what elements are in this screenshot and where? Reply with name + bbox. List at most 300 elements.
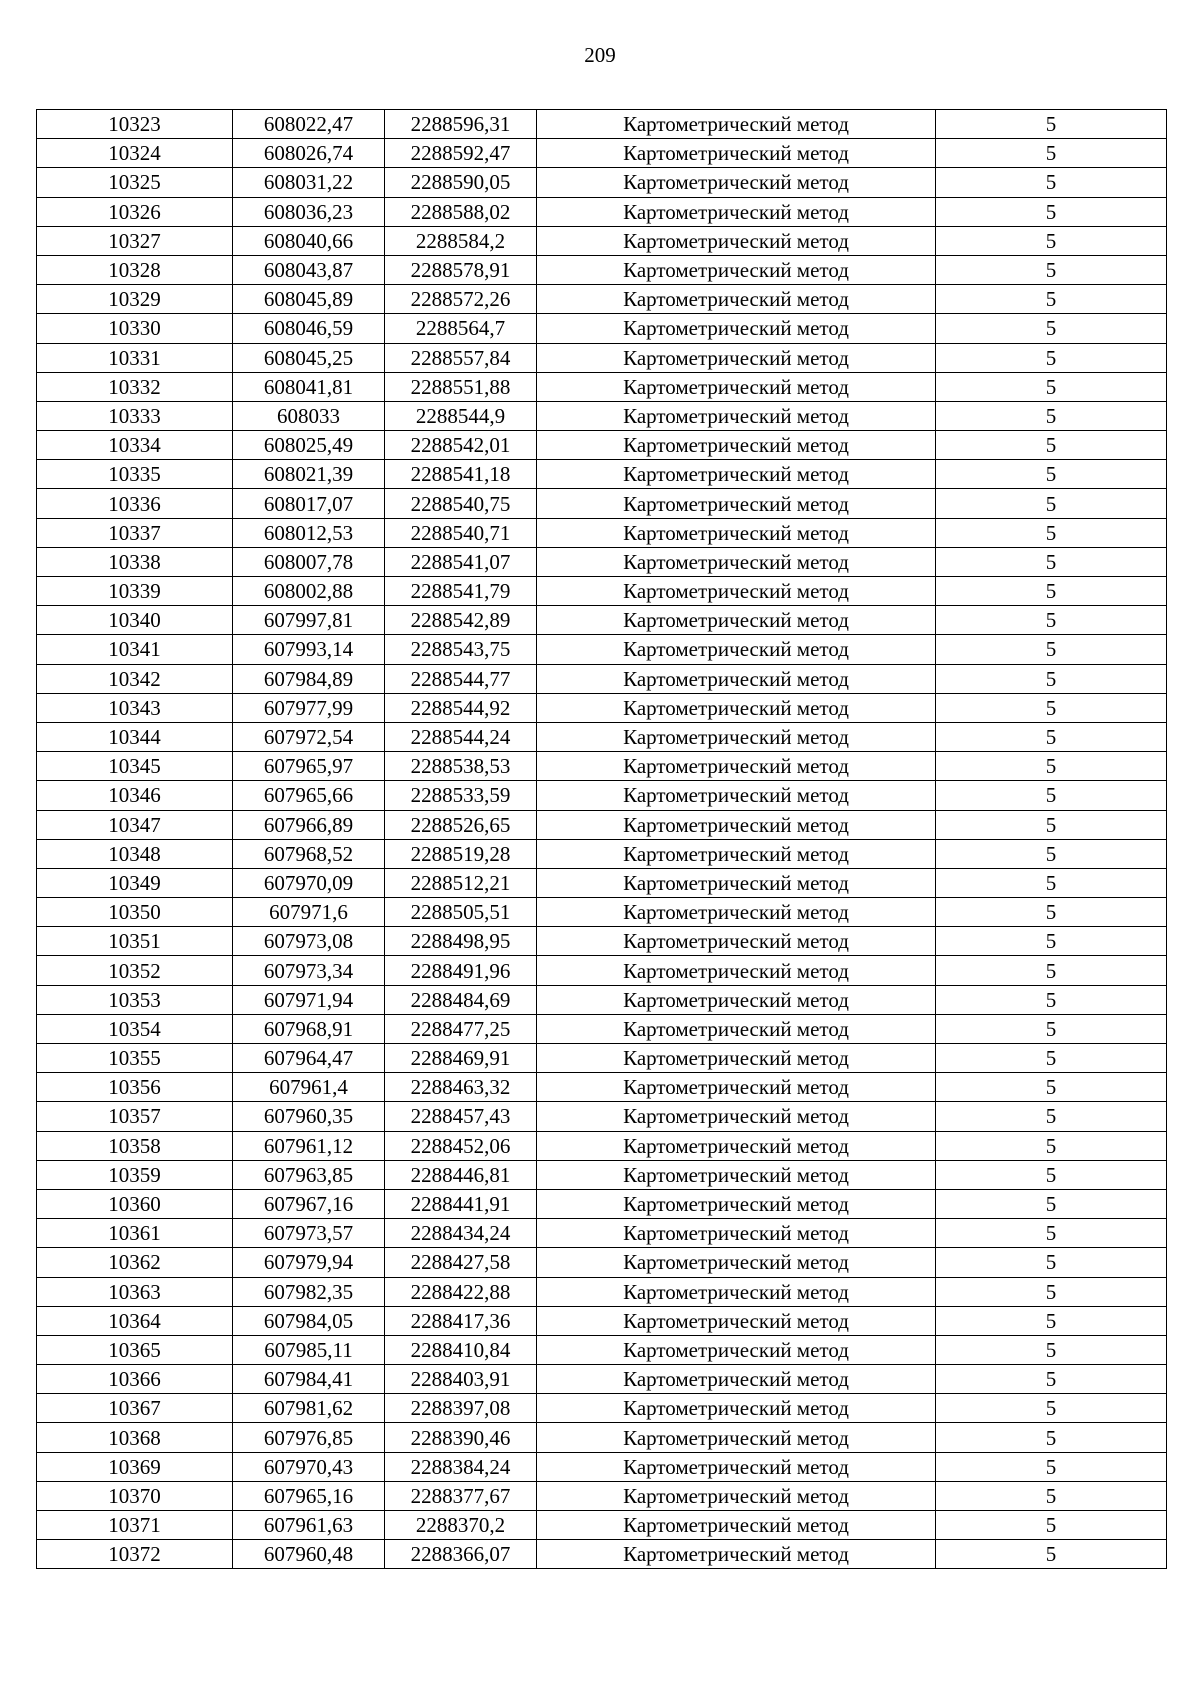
y-coordinate-cell: 2288370,2 — [385, 1511, 537, 1540]
table-row — [37, 1102, 1167, 1131]
table-row — [37, 1044, 1167, 1073]
x-coordinate-cell: 608012,53 — [233, 518, 385, 547]
point-number-cell: 10323 — [37, 110, 233, 139]
accuracy-cell: 5 — [936, 606, 1167, 635]
y-coordinate-cell: 2288542,89 — [385, 606, 537, 635]
y-coordinate-cell: 2288541,18 — [385, 460, 537, 489]
point-number-cell: 10358 — [37, 1131, 233, 1160]
method-cell: Картометрический метод — [537, 518, 936, 547]
method-cell: Картометрический метод — [537, 285, 936, 314]
accuracy-cell: 5 — [936, 635, 1167, 664]
y-coordinate-cell: 2288410,84 — [385, 1335, 537, 1364]
y-coordinate-cell: 2288446,81 — [385, 1160, 537, 1189]
y-coordinate-cell: 2288512,21 — [385, 868, 537, 897]
accuracy-cell: 5 — [936, 1511, 1167, 1540]
accuracy-cell: 5 — [936, 781, 1167, 810]
accuracy-cell: 5 — [936, 1423, 1167, 1452]
y-coordinate-cell: 2288533,59 — [385, 781, 537, 810]
x-coordinate-cell: 607965,16 — [233, 1481, 385, 1510]
table-row — [37, 1452, 1167, 1481]
accuracy-cell: 5 — [936, 1131, 1167, 1160]
x-coordinate-cell: 607985,11 — [233, 1335, 385, 1364]
table-row — [37, 1540, 1167, 1569]
x-coordinate-cell: 607963,85 — [233, 1160, 385, 1189]
y-coordinate-cell: 2288498,95 — [385, 927, 537, 956]
point-number-cell: 10339 — [37, 577, 233, 606]
x-coordinate-cell: 608025,49 — [233, 431, 385, 460]
method-cell: Картометрический метод — [537, 1365, 936, 1394]
accuracy-cell: 5 — [936, 460, 1167, 489]
point-number-cell: 10328 — [37, 255, 233, 284]
table-row — [37, 139, 1167, 168]
table-row — [37, 898, 1167, 927]
table-row — [37, 1306, 1167, 1335]
y-coordinate-cell: 2288384,24 — [385, 1452, 537, 1481]
accuracy-cell: 5 — [936, 898, 1167, 927]
accuracy-cell: 5 — [936, 343, 1167, 372]
y-coordinate-cell: 2288590,05 — [385, 168, 537, 197]
y-coordinate-cell: 2288463,32 — [385, 1073, 537, 1102]
table-row — [37, 1189, 1167, 1218]
y-coordinate-cell: 2288564,7 — [385, 314, 537, 343]
y-coordinate-cell: 2288491,96 — [385, 956, 537, 985]
point-number-cell: 10341 — [37, 635, 233, 664]
point-number-cell: 10336 — [37, 489, 233, 518]
table-row — [37, 197, 1167, 226]
accuracy-cell: 5 — [936, 810, 1167, 839]
y-coordinate-cell: 2288397,08 — [385, 1394, 537, 1423]
coordinates-table — [36, 109, 1167, 1569]
method-cell: Картометрический метод — [537, 927, 936, 956]
accuracy-cell: 5 — [936, 1219, 1167, 1248]
x-coordinate-cell: 607961,63 — [233, 1511, 385, 1540]
y-coordinate-cell: 2288551,88 — [385, 372, 537, 401]
point-number-cell: 10347 — [37, 810, 233, 839]
accuracy-cell: 5 — [936, 139, 1167, 168]
x-coordinate-cell: 607984,89 — [233, 664, 385, 693]
table-row — [37, 1131, 1167, 1160]
point-number-cell: 10351 — [37, 927, 233, 956]
accuracy-cell: 5 — [936, 1102, 1167, 1131]
point-number-cell: 10344 — [37, 722, 233, 751]
accuracy-cell: 5 — [936, 1306, 1167, 1335]
x-coordinate-cell: 607965,66 — [233, 781, 385, 810]
method-cell: Картометрический метод — [537, 139, 936, 168]
method-cell: Картометрический метод — [537, 343, 936, 372]
page-number: 209 — [584, 43, 616, 67]
method-cell: Картометрический метод — [537, 1219, 936, 1248]
point-number-cell: 10355 — [37, 1044, 233, 1073]
table-row — [37, 285, 1167, 314]
x-coordinate-cell: 607960,35 — [233, 1102, 385, 1131]
point-number-cell: 10326 — [37, 197, 233, 226]
y-coordinate-cell: 2288557,84 — [385, 343, 537, 372]
x-coordinate-cell: 607970,09 — [233, 868, 385, 897]
y-coordinate-cell: 2288469,91 — [385, 1044, 537, 1073]
accuracy-cell: 5 — [936, 285, 1167, 314]
table-row — [37, 693, 1167, 722]
y-coordinate-cell: 2288572,26 — [385, 285, 537, 314]
table-row — [37, 226, 1167, 255]
table-row — [37, 1248, 1167, 1277]
accuracy-cell: 5 — [936, 314, 1167, 343]
point-number-cell: 10348 — [37, 839, 233, 868]
table-row — [37, 1394, 1167, 1423]
table-row — [37, 1073, 1167, 1102]
method-cell: Картометрический метод — [537, 898, 936, 927]
table-row — [37, 839, 1167, 868]
accuracy-cell: 5 — [936, 1248, 1167, 1277]
point-number-cell: 10371 — [37, 1511, 233, 1540]
y-coordinate-cell: 2288417,36 — [385, 1306, 537, 1335]
table-row — [37, 1219, 1167, 1248]
point-number-cell: 10370 — [37, 1481, 233, 1510]
accuracy-cell: 5 — [936, 372, 1167, 401]
method-cell: Картометрический метод — [537, 693, 936, 722]
method-cell: Картометрический метод — [537, 1335, 936, 1364]
x-coordinate-cell: 607968,52 — [233, 839, 385, 868]
method-cell: Картометрический метод — [537, 956, 936, 985]
method-cell: Картометрический метод — [537, 1277, 936, 1306]
method-cell: Картометрический метод — [537, 839, 936, 868]
method-cell: Картометрический метод — [537, 1511, 936, 1540]
accuracy-cell: 5 — [936, 431, 1167, 460]
point-number-cell: 10367 — [37, 1394, 233, 1423]
table-row — [37, 547, 1167, 576]
x-coordinate-cell: 608045,89 — [233, 285, 385, 314]
x-coordinate-cell: 607973,57 — [233, 1219, 385, 1248]
method-cell: Картометрический метод — [537, 1044, 936, 1073]
point-number-cell: 10335 — [37, 460, 233, 489]
y-coordinate-cell: 2288366,07 — [385, 1540, 537, 1569]
point-number-cell: 10346 — [37, 781, 233, 810]
table-row — [37, 752, 1167, 781]
table-row — [37, 460, 1167, 489]
accuracy-cell: 5 — [936, 1540, 1167, 1569]
accuracy-cell: 5 — [936, 547, 1167, 576]
method-cell: Картометрический метод — [537, 1160, 936, 1189]
method-cell: Картометрический метод — [537, 635, 936, 664]
x-coordinate-cell: 607961,12 — [233, 1131, 385, 1160]
table-row — [37, 1511, 1167, 1540]
table-row — [37, 927, 1167, 956]
x-coordinate-cell: 608021,39 — [233, 460, 385, 489]
accuracy-cell: 5 — [936, 1365, 1167, 1394]
y-coordinate-cell: 2288505,51 — [385, 898, 537, 927]
method-cell: Картометрический метод — [537, 401, 936, 430]
x-coordinate-cell: 607979,94 — [233, 1248, 385, 1277]
point-number-cell: 10362 — [37, 1248, 233, 1277]
x-coordinate-cell: 607961,4 — [233, 1073, 385, 1102]
accuracy-cell: 5 — [936, 255, 1167, 284]
table-body — [37, 110, 1167, 1569]
method-cell: Картометрический метод — [537, 168, 936, 197]
method-cell: Картометрический метод — [537, 1189, 936, 1218]
x-coordinate-cell: 608002,88 — [233, 577, 385, 606]
accuracy-cell: 5 — [936, 927, 1167, 956]
y-coordinate-cell: 2288541,79 — [385, 577, 537, 606]
point-number-cell: 10325 — [37, 168, 233, 197]
point-number-cell: 10345 — [37, 752, 233, 781]
y-coordinate-cell: 2288544,9 — [385, 401, 537, 430]
x-coordinate-cell: 607984,41 — [233, 1365, 385, 1394]
point-number-cell: 10363 — [37, 1277, 233, 1306]
method-cell: Картометрический метод — [537, 722, 936, 751]
point-number-cell: 10369 — [37, 1452, 233, 1481]
x-coordinate-cell: 608033 — [233, 401, 385, 430]
x-coordinate-cell: 608046,59 — [233, 314, 385, 343]
point-number-cell: 10361 — [37, 1219, 233, 1248]
y-coordinate-cell: 2288484,69 — [385, 985, 537, 1014]
y-coordinate-cell: 2288477,25 — [385, 1014, 537, 1043]
table-row — [37, 810, 1167, 839]
table-row — [37, 868, 1167, 897]
y-coordinate-cell: 2288592,47 — [385, 139, 537, 168]
method-cell: Картометрический метод — [537, 314, 936, 343]
table-row — [37, 343, 1167, 372]
point-number-cell: 10360 — [37, 1189, 233, 1218]
accuracy-cell: 5 — [936, 956, 1167, 985]
y-coordinate-cell: 2288526,65 — [385, 810, 537, 839]
method-cell: Картометрический метод — [537, 606, 936, 635]
table-row — [37, 781, 1167, 810]
x-coordinate-cell: 607964,47 — [233, 1044, 385, 1073]
x-coordinate-cell: 607971,94 — [233, 985, 385, 1014]
accuracy-cell: 5 — [936, 868, 1167, 897]
x-coordinate-cell: 607966,89 — [233, 810, 385, 839]
method-cell: Картометрический метод — [537, 547, 936, 576]
accuracy-cell: 5 — [936, 693, 1167, 722]
point-number-cell: 10352 — [37, 956, 233, 985]
point-number-cell: 10332 — [37, 372, 233, 401]
point-number-cell: 10342 — [37, 664, 233, 693]
table-row — [37, 372, 1167, 401]
x-coordinate-cell: 608031,22 — [233, 168, 385, 197]
table-row — [37, 518, 1167, 547]
method-cell: Картометрический метод — [537, 460, 936, 489]
accuracy-cell: 5 — [936, 1277, 1167, 1306]
table-row — [37, 577, 1167, 606]
table-row — [37, 606, 1167, 635]
y-coordinate-cell: 2288519,28 — [385, 839, 537, 868]
y-coordinate-cell: 2288544,92 — [385, 693, 537, 722]
x-coordinate-cell: 607971,6 — [233, 898, 385, 927]
x-coordinate-cell: 608026,74 — [233, 139, 385, 168]
accuracy-cell: 5 — [936, 518, 1167, 547]
method-cell: Картометрический метод — [537, 1540, 936, 1569]
table-row — [37, 110, 1167, 139]
y-coordinate-cell: 2288434,24 — [385, 1219, 537, 1248]
accuracy-cell: 5 — [936, 1044, 1167, 1073]
accuracy-cell: 5 — [936, 226, 1167, 255]
method-cell: Картометрический метод — [537, 810, 936, 839]
x-coordinate-cell: 607973,34 — [233, 956, 385, 985]
accuracy-cell: 5 — [936, 1335, 1167, 1364]
point-number-cell: 10365 — [37, 1335, 233, 1364]
y-coordinate-cell: 2288542,01 — [385, 431, 537, 460]
y-coordinate-cell: 2288457,43 — [385, 1102, 537, 1131]
accuracy-cell: 5 — [936, 664, 1167, 693]
x-coordinate-cell: 607977,99 — [233, 693, 385, 722]
x-coordinate-cell: 608045,25 — [233, 343, 385, 372]
method-cell: Картометрический метод — [537, 985, 936, 1014]
point-number-cell: 10327 — [37, 226, 233, 255]
accuracy-cell: 5 — [936, 722, 1167, 751]
point-number-cell: 10329 — [37, 285, 233, 314]
table-row — [37, 1335, 1167, 1364]
point-number-cell: 10343 — [37, 693, 233, 722]
point-number-cell: 10324 — [37, 139, 233, 168]
point-number-cell: 10340 — [37, 606, 233, 635]
method-cell: Картометрический метод — [537, 1423, 936, 1452]
y-coordinate-cell: 2288427,58 — [385, 1248, 537, 1277]
y-coordinate-cell: 2288538,53 — [385, 752, 537, 781]
x-coordinate-cell: 607973,08 — [233, 927, 385, 956]
point-number-cell: 10334 — [37, 431, 233, 460]
method-cell: Картометрический метод — [537, 1073, 936, 1102]
x-coordinate-cell: 607997,81 — [233, 606, 385, 635]
table-row — [37, 1160, 1167, 1189]
table-row — [37, 401, 1167, 430]
table-row — [37, 1423, 1167, 1452]
method-cell: Картометрический метод — [537, 110, 936, 139]
y-coordinate-cell: 2288390,46 — [385, 1423, 537, 1452]
y-coordinate-cell: 2288452,06 — [385, 1131, 537, 1160]
accuracy-cell: 5 — [936, 168, 1167, 197]
x-coordinate-cell: 607981,62 — [233, 1394, 385, 1423]
y-coordinate-cell: 2288403,91 — [385, 1365, 537, 1394]
x-coordinate-cell: 608041,81 — [233, 372, 385, 401]
table-row — [37, 314, 1167, 343]
method-cell: Картометрический метод — [537, 431, 936, 460]
y-coordinate-cell: 2288441,91 — [385, 1189, 537, 1218]
table-row — [37, 635, 1167, 664]
method-cell: Картометрический метод — [537, 577, 936, 606]
y-coordinate-cell: 2288422,88 — [385, 1277, 537, 1306]
table-row — [37, 722, 1167, 751]
point-number-cell: 10330 — [37, 314, 233, 343]
point-number-cell: 10333 — [37, 401, 233, 430]
y-coordinate-cell: 2288544,77 — [385, 664, 537, 693]
point-number-cell: 10331 — [37, 343, 233, 372]
point-number-cell: 10356 — [37, 1073, 233, 1102]
accuracy-cell: 5 — [936, 1189, 1167, 1218]
y-coordinate-cell: 2288596,31 — [385, 110, 537, 139]
accuracy-cell: 5 — [936, 197, 1167, 226]
table-row — [37, 168, 1167, 197]
method-cell: Картометрический метод — [537, 1248, 936, 1277]
x-coordinate-cell: 607960,48 — [233, 1540, 385, 1569]
x-coordinate-cell: 607993,14 — [233, 635, 385, 664]
accuracy-cell: 5 — [936, 985, 1167, 1014]
y-coordinate-cell: 2288543,75 — [385, 635, 537, 664]
table-row — [37, 1481, 1167, 1510]
point-number-cell: 10354 — [37, 1014, 233, 1043]
table-row — [37, 664, 1167, 693]
x-coordinate-cell: 607972,54 — [233, 722, 385, 751]
method-cell: Картометрический метод — [537, 226, 936, 255]
y-coordinate-cell: 2288584,2 — [385, 226, 537, 255]
point-number-cell: 10350 — [37, 898, 233, 927]
x-coordinate-cell: 608007,78 — [233, 547, 385, 576]
accuracy-cell: 5 — [936, 1452, 1167, 1481]
table-row — [37, 956, 1167, 985]
point-number-cell: 10349 — [37, 868, 233, 897]
x-coordinate-cell: 607982,35 — [233, 1277, 385, 1306]
y-coordinate-cell: 2288377,67 — [385, 1481, 537, 1510]
accuracy-cell: 5 — [936, 1481, 1167, 1510]
point-number-cell: 10368 — [37, 1423, 233, 1452]
method-cell: Картометрический метод — [537, 868, 936, 897]
y-coordinate-cell: 2288540,75 — [385, 489, 537, 518]
method-cell: Картометрический метод — [537, 197, 936, 226]
accuracy-cell: 5 — [936, 1014, 1167, 1043]
y-coordinate-cell: 2288540,71 — [385, 518, 537, 547]
method-cell: Картометрический метод — [537, 752, 936, 781]
table-row — [37, 489, 1167, 518]
y-coordinate-cell: 2288544,24 — [385, 722, 537, 751]
x-coordinate-cell: 608036,23 — [233, 197, 385, 226]
x-coordinate-cell: 607968,91 — [233, 1014, 385, 1043]
point-number-cell: 10337 — [37, 518, 233, 547]
accuracy-cell: 5 — [936, 752, 1167, 781]
point-number-cell: 10372 — [37, 1540, 233, 1569]
method-cell: Картометрический метод — [537, 1452, 936, 1481]
x-coordinate-cell: 607984,05 — [233, 1306, 385, 1335]
x-coordinate-cell: 608040,66 — [233, 226, 385, 255]
method-cell: Картометрический метод — [537, 664, 936, 693]
method-cell: Картометрический метод — [537, 1131, 936, 1160]
accuracy-cell: 5 — [936, 489, 1167, 518]
table-row — [37, 431, 1167, 460]
x-coordinate-cell: 607976,85 — [233, 1423, 385, 1452]
x-coordinate-cell: 607970,43 — [233, 1452, 385, 1481]
accuracy-cell: 5 — [936, 1073, 1167, 1102]
x-coordinate-cell: 607965,97 — [233, 752, 385, 781]
accuracy-cell: 5 — [936, 1394, 1167, 1423]
x-coordinate-cell: 608043,87 — [233, 255, 385, 284]
method-cell: Картометрический метод — [537, 781, 936, 810]
accuracy-cell: 5 — [936, 110, 1167, 139]
point-number-cell: 10359 — [37, 1160, 233, 1189]
method-cell: Картометрический метод — [537, 1014, 936, 1043]
y-coordinate-cell: 2288578,91 — [385, 255, 537, 284]
method-cell: Картометрический метод — [537, 1306, 936, 1335]
accuracy-cell: 5 — [936, 1160, 1167, 1189]
x-coordinate-cell: 608017,07 — [233, 489, 385, 518]
table-row — [37, 1014, 1167, 1043]
point-number-cell: 10366 — [37, 1365, 233, 1394]
method-cell: Картометрический метод — [537, 255, 936, 284]
method-cell: Картометрический метод — [537, 372, 936, 401]
method-cell: Картометрический метод — [537, 1481, 936, 1510]
method-cell: Картометрический метод — [537, 1394, 936, 1423]
x-coordinate-cell: 607967,16 — [233, 1189, 385, 1218]
y-coordinate-cell: 2288541,07 — [385, 547, 537, 576]
method-cell: Картометрический метод — [537, 489, 936, 518]
point-number-cell: 10353 — [37, 985, 233, 1014]
table-row — [37, 985, 1167, 1014]
x-coordinate-cell: 608022,47 — [233, 110, 385, 139]
table-row — [37, 255, 1167, 284]
accuracy-cell: 5 — [936, 401, 1167, 430]
method-cell: Картометрический метод — [537, 1102, 936, 1131]
point-number-cell: 10357 — [37, 1102, 233, 1131]
point-number-cell: 10364 — [37, 1306, 233, 1335]
accuracy-cell: 5 — [936, 839, 1167, 868]
point-number-cell: 10338 — [37, 547, 233, 576]
table-row — [37, 1365, 1167, 1394]
